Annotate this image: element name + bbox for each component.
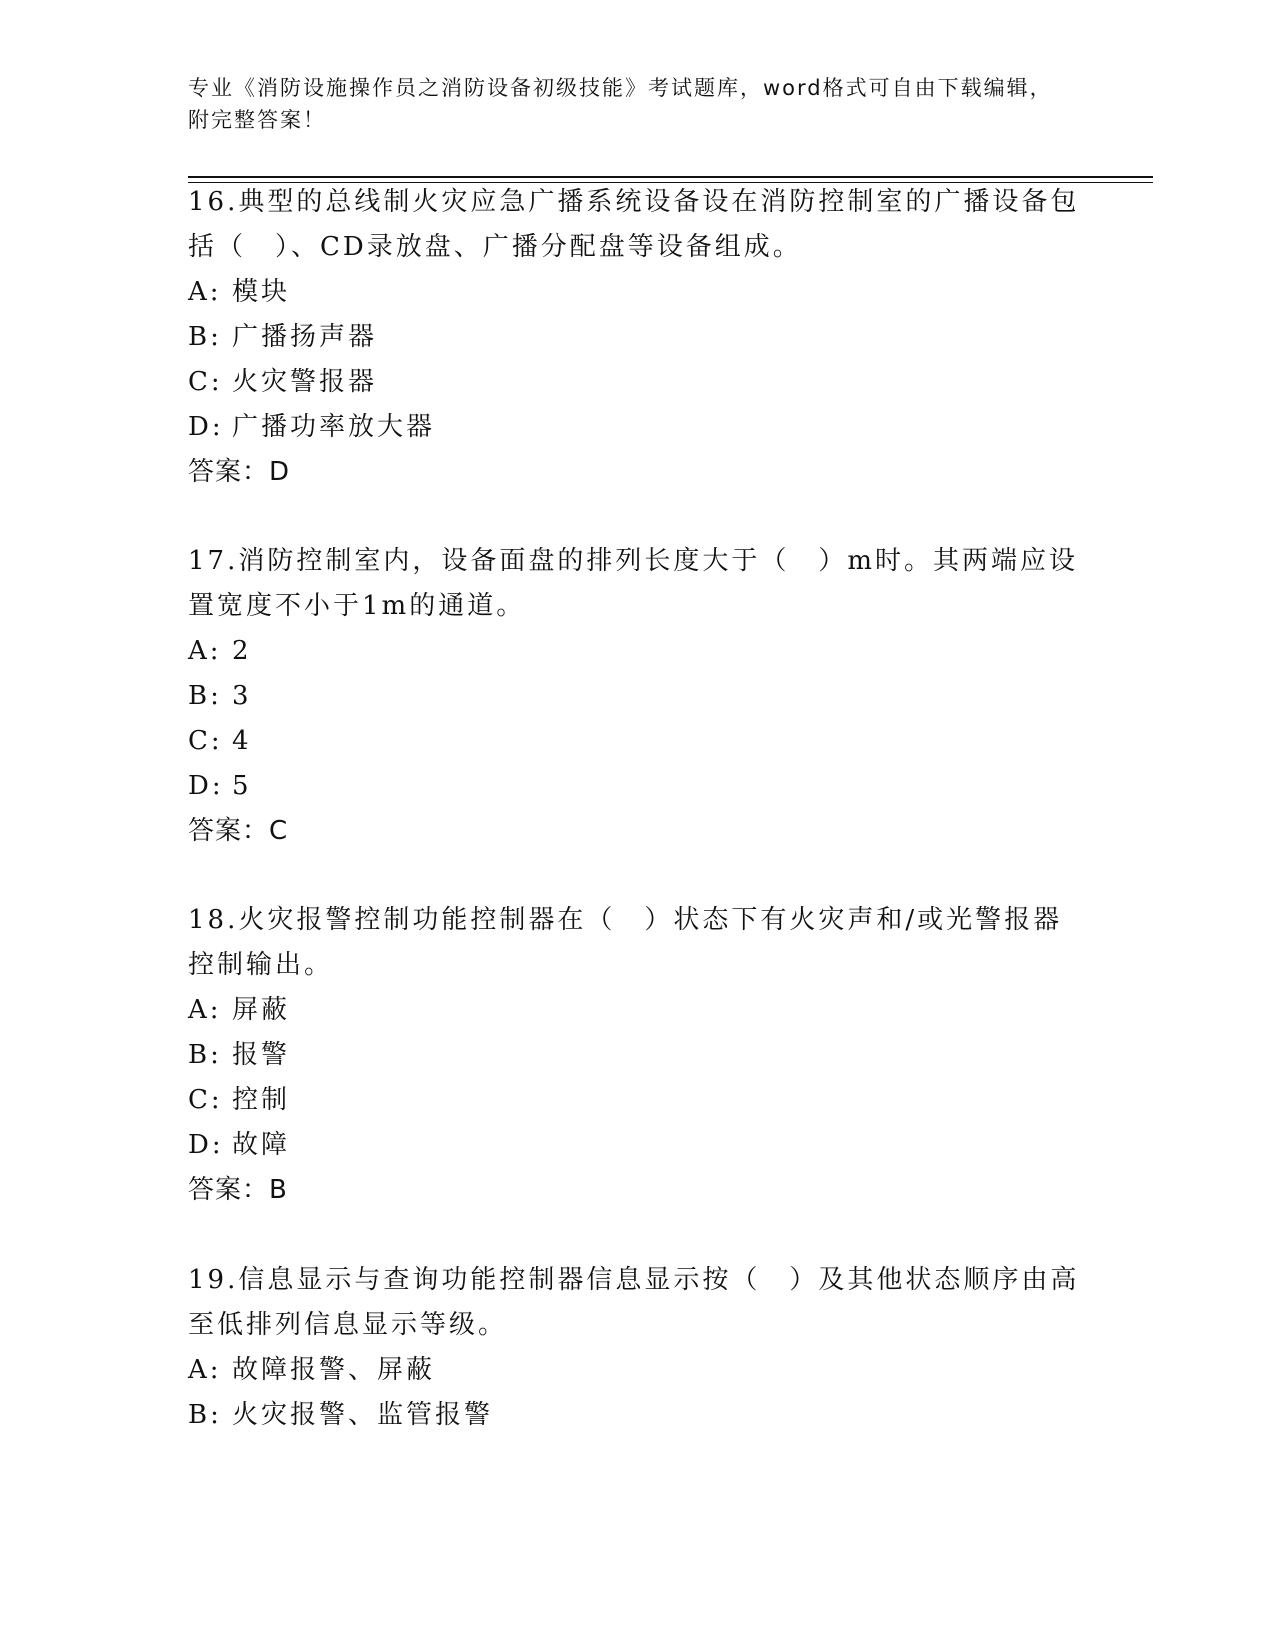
answer-label: 答案：B (188, 1175, 288, 1205)
option-b (188, 1033, 1088, 1078)
question-stem: 19.信息显示与查询功能控制器信息显示按（ ）及其他状态顺序由高至低排列信息显示等级。 (188, 1265, 1080, 1340)
option-text: 控制 (232, 1085, 291, 1115)
option-a (188, 629, 1088, 674)
option-text: 故障 (232, 1130, 291, 1160)
option-c (188, 360, 1088, 405)
option-text: 广播功率放大器 (232, 412, 436, 442)
option-key: A: (188, 995, 222, 1025)
question-stem: 18.火灾报警控制功能控制器在（ ）状态下有火灾声和/或光警报器控制输出。 (188, 905, 1063, 980)
option-text: 火灾报警、监管报警 (232, 1400, 494, 1430)
option-text: 4 (232, 726, 252, 756)
option-b (188, 315, 1088, 360)
option-text: 故障报警、屏蔽 (232, 1355, 436, 1385)
document-header: 专业《消防设施操作员之消防设备初级技能》考试题库，word格式可自由下载编辑，附完整答案！ (188, 76, 1053, 132)
option-text: 模块 (232, 277, 291, 307)
option-c (188, 719, 1088, 764)
option-text: 2 (232, 636, 252, 666)
option-text: 屏蔽 (232, 995, 291, 1025)
option-a (188, 1348, 1088, 1393)
option-key: C: (188, 367, 223, 397)
question-19 (188, 1258, 1088, 1438)
option-key: A: (188, 277, 222, 307)
question-stem: 16.典型的总线制火灾应急广播系统设备设在消防控制室的广播设备包括（ ）、CD录放盘、广播分配盘等设备组成。 (188, 187, 1080, 262)
answer-label: 答案：C (188, 816, 289, 846)
option-b (188, 674, 1088, 719)
question-17 (188, 539, 1088, 854)
option-a (188, 270, 1088, 315)
header-divider-thick (188, 176, 1153, 178)
question-18 (188, 898, 1088, 1213)
option-key: B: (188, 1040, 222, 1070)
option-text: 火灾警报器 (232, 367, 378, 397)
question-16 (188, 180, 1088, 495)
option-key: C: (188, 726, 223, 756)
option-key: B: (188, 1400, 222, 1430)
option-key: A: (188, 636, 222, 666)
option-d (188, 764, 1088, 809)
option-key: C: (188, 1085, 223, 1115)
option-b (188, 1393, 1088, 1438)
option-key: D: (188, 1130, 224, 1160)
option-a (188, 988, 1088, 1033)
answer-label: 答案：D (188, 457, 291, 487)
option-d (188, 405, 1088, 450)
option-text: 报警 (232, 1040, 291, 1070)
option-key: D: (188, 771, 224, 801)
option-d (188, 1123, 1088, 1168)
option-text: 5 (232, 771, 252, 801)
option-text: 3 (232, 681, 252, 711)
option-key: A: (188, 1355, 222, 1385)
option-key: B: (188, 681, 222, 711)
option-c (188, 1078, 1088, 1123)
question-stem: 17.消防控制室内，设备面盘的排列长度大于（ ）m时。其两端应设置宽度不小于1m的通道。 (188, 546, 1079, 621)
option-key: B: (188, 322, 222, 352)
option-text: 广播扬声器 (232, 322, 378, 352)
option-key: D: (188, 412, 224, 442)
